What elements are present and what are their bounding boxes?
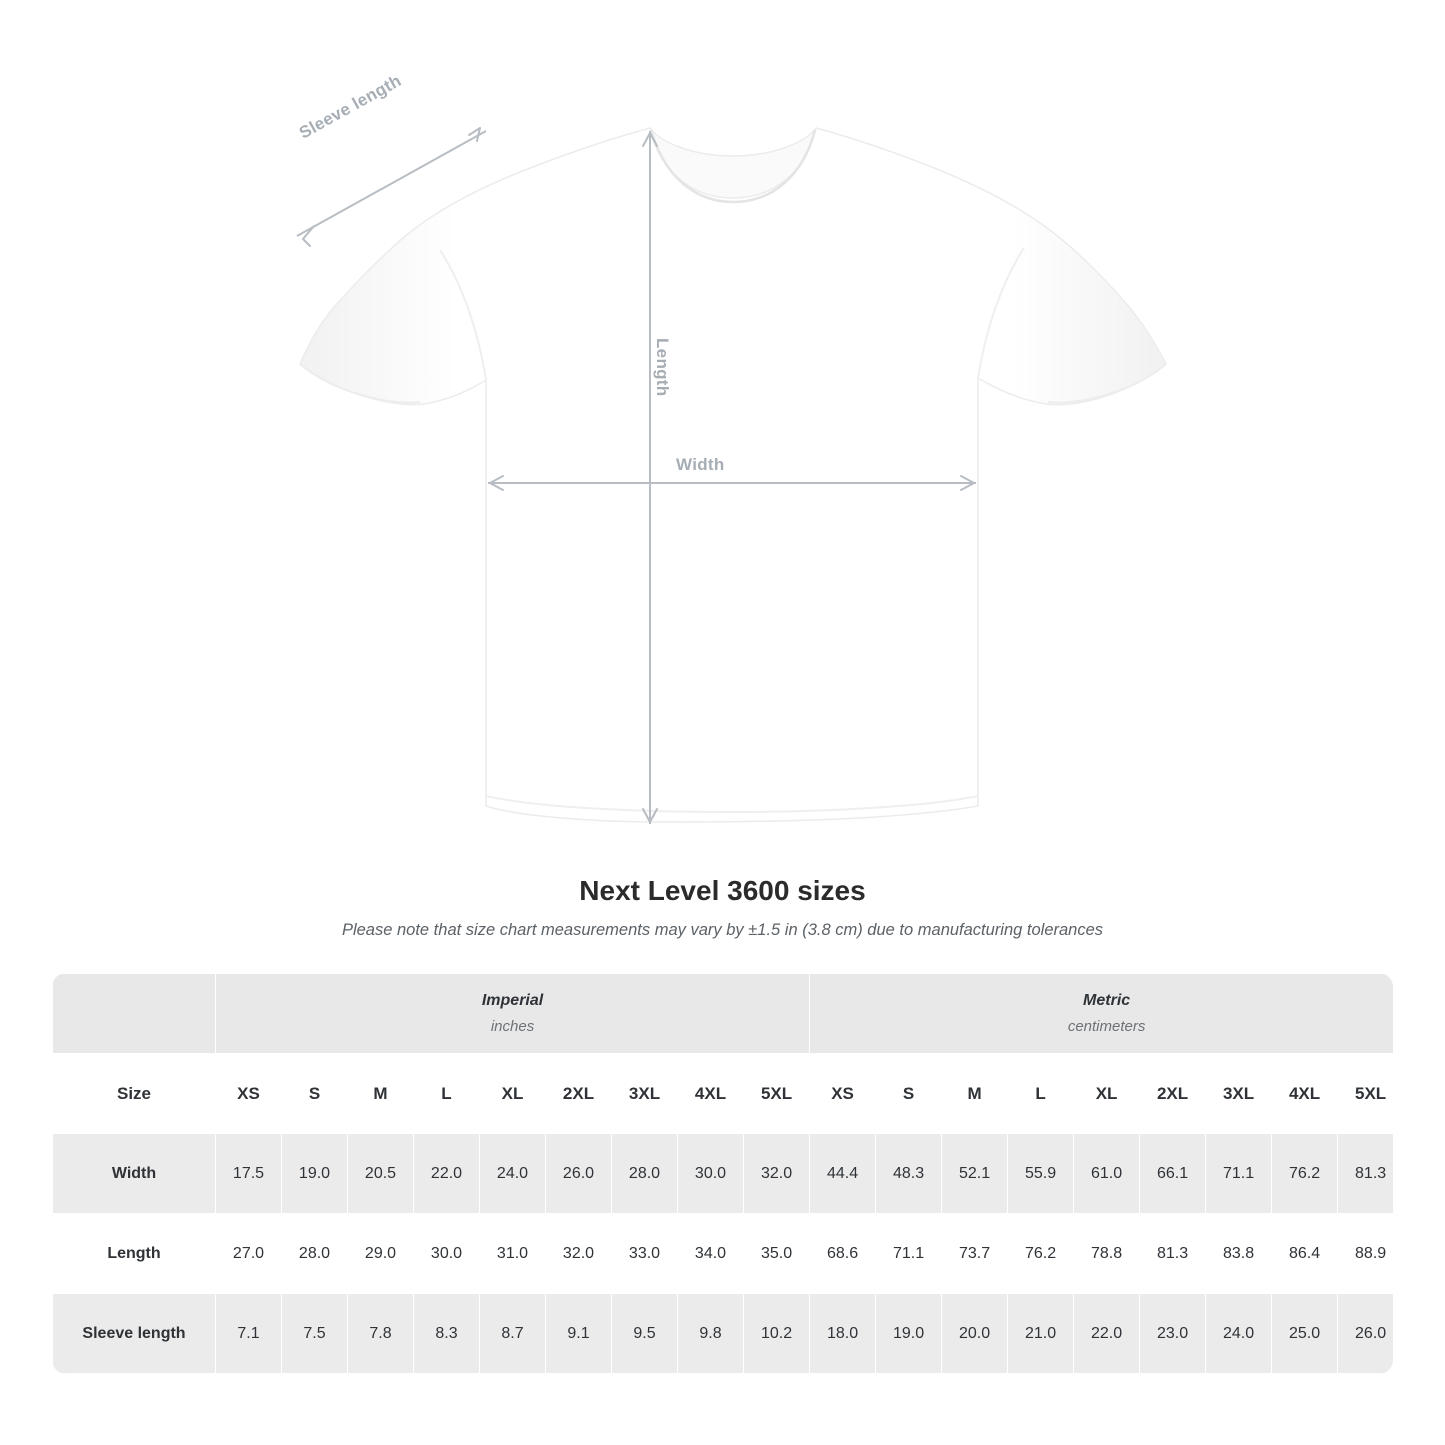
width-metric-2xl: 66.1 bbox=[1140, 1134, 1206, 1214]
width-dimension-label: Width bbox=[676, 455, 725, 474]
length-imperial-2xl: 32.0 bbox=[546, 1214, 612, 1294]
size-header-imperial-xl: XL bbox=[480, 1054, 546, 1134]
length-metric-2xl: 81.3 bbox=[1140, 1214, 1206, 1294]
size-header-imperial-5xl: 5XL bbox=[744, 1054, 810, 1134]
size-header-imperial-l: L bbox=[414, 1054, 480, 1134]
sleeve-imperial-xl: 8.7 bbox=[480, 1294, 546, 1374]
sleeve-imperial-3xl: 9.5 bbox=[612, 1294, 678, 1374]
width-metric-5xl: 81.3 bbox=[1338, 1134, 1393, 1214]
size-header-metric-l: L bbox=[1008, 1054, 1074, 1134]
length-metric-4xl: 86.4 bbox=[1272, 1214, 1338, 1294]
size-table-container bbox=[52, 973, 1393, 1374]
length-metric-s: 71.1 bbox=[876, 1214, 942, 1294]
sleeve-imperial-2xl: 9.1 bbox=[546, 1294, 612, 1374]
page-title: Next Level 3600 sizes bbox=[579, 875, 866, 906]
width-metric-xs: 44.4 bbox=[810, 1134, 876, 1214]
sleeve-metric-l: 21.0 bbox=[1008, 1294, 1074, 1374]
width-imperial-s: 19.0 bbox=[282, 1134, 348, 1214]
length-imperial-m: 29.0 bbox=[348, 1214, 414, 1294]
size-header-metric-xl: XL bbox=[1074, 1054, 1140, 1134]
length-imperial-xs: 27.0 bbox=[216, 1214, 282, 1294]
length-metric-m: 73.7 bbox=[942, 1214, 1008, 1294]
width-imperial-l: 22.0 bbox=[414, 1134, 480, 1214]
size-header-imperial-xs: XS bbox=[216, 1054, 282, 1134]
row-label-width: Width bbox=[53, 1134, 216, 1214]
sleeve-imperial-xs: 7.1 bbox=[216, 1294, 282, 1374]
table-unit-header-row bbox=[53, 974, 1394, 1054]
size-table bbox=[52, 973, 1393, 1374]
width-metric-m: 52.1 bbox=[942, 1134, 1008, 1214]
length-metric-3xl: 83.8 bbox=[1206, 1214, 1272, 1294]
size-header-imperial-3xl: 3XL bbox=[612, 1054, 678, 1134]
length-dimension-label: Length bbox=[653, 338, 672, 397]
sleeve-metric-5xl: 26.0 bbox=[1338, 1294, 1393, 1374]
width-imperial-5xl: 32.0 bbox=[744, 1134, 810, 1214]
length-imperial-3xl: 33.0 bbox=[612, 1214, 678, 1294]
tolerance-note: Please note that size chart measurements may vary by ±1.5 in (3.8 cm) due to manufacturing tolerances bbox=[341, 921, 1104, 939]
width-imperial-xl: 24.0 bbox=[480, 1134, 546, 1214]
size-header-metric-m: M bbox=[942, 1054, 1008, 1134]
width-metric-s: 48.3 bbox=[876, 1134, 942, 1214]
width-imperial-2xl: 26.0 bbox=[546, 1134, 612, 1214]
unit-group-imperial-name: Imperial bbox=[481, 992, 544, 1009]
sleeve-metric-2xl: 23.0 bbox=[1140, 1294, 1206, 1374]
width-metric-xl: 61.0 bbox=[1074, 1134, 1140, 1214]
size-header-imperial-m: M bbox=[348, 1054, 414, 1134]
sleeve-imperial-s: 7.5 bbox=[282, 1294, 348, 1374]
unit-group-metric-name: Metric bbox=[1083, 992, 1131, 1009]
length-imperial-xl: 31.0 bbox=[480, 1214, 546, 1294]
unit-group-imperial bbox=[216, 974, 810, 1054]
unit-group-metric bbox=[810, 974, 1393, 1054]
row-label-sleeve-length: Sleeve length bbox=[53, 1294, 216, 1374]
length-metric-xl: 78.8 bbox=[1074, 1214, 1140, 1294]
sleeve-metric-m: 20.0 bbox=[942, 1294, 1008, 1374]
table-row-length bbox=[53, 1214, 1394, 1294]
shirt-shape bbox=[300, 128, 1166, 822]
size-header-imperial-s: S bbox=[282, 1054, 348, 1134]
size-header-metric-4xl: 4XL bbox=[1272, 1054, 1338, 1134]
sleeve-imperial-4xl: 9.8 bbox=[678, 1294, 744, 1374]
length-imperial-4xl: 34.0 bbox=[678, 1214, 744, 1294]
length-metric-xs: 68.6 bbox=[810, 1214, 876, 1294]
size-header-label: Size bbox=[53, 1054, 216, 1134]
width-imperial-3xl: 28.0 bbox=[612, 1134, 678, 1214]
length-imperial-s: 28.0 bbox=[282, 1214, 348, 1294]
row-label-length: Length bbox=[53, 1214, 216, 1294]
sleeve-metric-xs: 18.0 bbox=[810, 1294, 876, 1374]
size-header-metric-xs: XS bbox=[810, 1054, 876, 1134]
length-metric-5xl: 88.9 bbox=[1338, 1214, 1393, 1294]
sleeve-metric-xl: 22.0 bbox=[1074, 1294, 1140, 1374]
table-size-header-row bbox=[53, 1054, 1394, 1134]
width-imperial-m: 20.5 bbox=[348, 1134, 414, 1214]
table-corner-cell bbox=[53, 974, 216, 1054]
sleeve-metric-s: 19.0 bbox=[876, 1294, 942, 1374]
sleeve-metric-4xl: 25.0 bbox=[1272, 1294, 1338, 1374]
sleeve-imperial-m: 7.8 bbox=[348, 1294, 414, 1374]
size-header-metric-3xl: 3XL bbox=[1206, 1054, 1272, 1134]
table-row-sleeve-length bbox=[53, 1294, 1394, 1374]
length-imperial-5xl: 35.0 bbox=[744, 1214, 810, 1294]
unit-group-metric-sub: centimeters bbox=[1067, 1018, 1146, 1035]
size-header-metric-2xl: 2XL bbox=[1140, 1054, 1206, 1134]
sleeve-length-dimension-label: Sleeve length bbox=[296, 70, 405, 143]
width-imperial-xs: 17.5 bbox=[216, 1134, 282, 1214]
width-metric-3xl: 71.1 bbox=[1206, 1134, 1272, 1214]
length-metric-l: 76.2 bbox=[1008, 1214, 1074, 1294]
width-metric-4xl: 76.2 bbox=[1272, 1134, 1338, 1214]
size-header-metric-s: S bbox=[876, 1054, 942, 1134]
unit-group-imperial-sub: inches bbox=[490, 1018, 535, 1035]
chart-header bbox=[0, 875, 1445, 940]
table-row-width bbox=[53, 1134, 1394, 1214]
size-header-imperial-2xl: 2XL bbox=[546, 1054, 612, 1134]
length-imperial-l: 30.0 bbox=[414, 1214, 480, 1294]
size-header-imperial-4xl: 4XL bbox=[678, 1054, 744, 1134]
sleeve-imperial-l: 8.3 bbox=[414, 1294, 480, 1374]
sleeve-metric-3xl: 24.0 bbox=[1206, 1294, 1272, 1374]
width-imperial-4xl: 30.0 bbox=[678, 1134, 744, 1214]
sleeve-imperial-5xl: 10.2 bbox=[744, 1294, 810, 1374]
size-header-metric-5xl: 5XL bbox=[1338, 1054, 1393, 1134]
width-metric-l: 55.9 bbox=[1008, 1134, 1074, 1214]
